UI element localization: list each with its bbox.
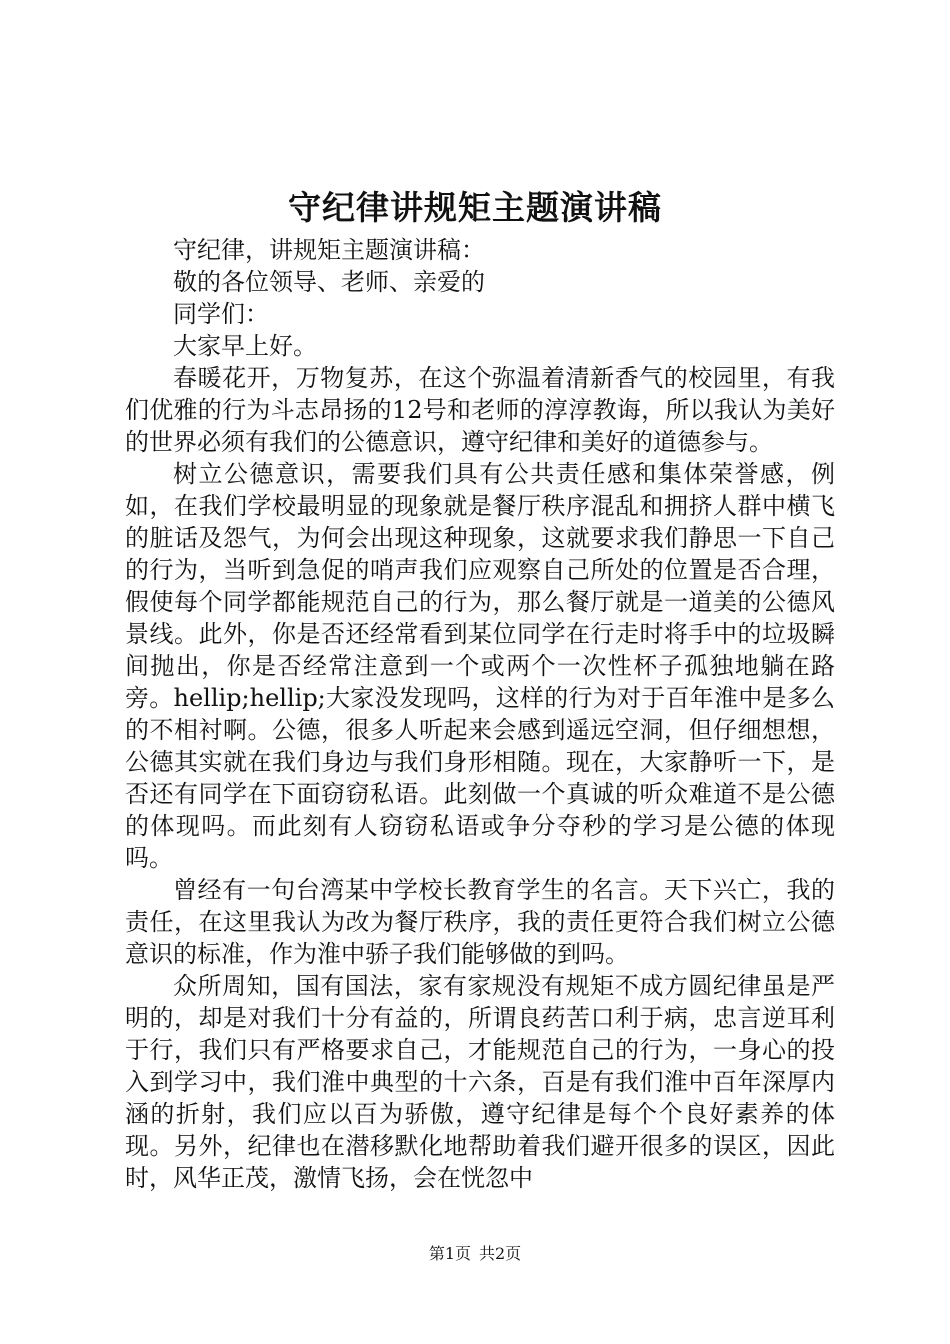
page-number: 第1页: [428, 1244, 471, 1263]
body-paragraph: 树立公德意识，需要我们具有公共责任感和集体荣誉感，例如，在我们学校最明显的现象就是餐厅秩序混乱和拥挤人群中横飞的脏话及怨气，为何会出现这种现象，这就要求我们静思一下自己的行为，当听到急促的哨声我们应观察自己所处的位置是否合理，假使每个同学都能规范自己的行为，那么餐厅就是一道美的公德风景线。此外，你是否还经常看到某位同学在行走时将手中的垃圾瞬间抛出，你是否经常注意到一个或两个一次性杯子孤独地躺在路旁。hellip;hellip;大家没发现吗，这样的行为对于百年淮中是多么的不相衬啊。公德，很多人听起来会感到遥远空洞，但仔细想想，公德其实就在我们身边与我们身形相随。现在，大家静听一下，是否还有同学在下面窃窃私语。此刻做一个真诚的听众难道不是公德的体现吗。而此刻有人窃窃私语或争分夺秒的学习是公德的体现吗。: [125, 460, 835, 872]
body-paragraph: 众所周知，国有国法，家有家规没有规矩不成方圆纪律虽是严明的，却是对我们十分有益的，所谓良药苦口利于病，忠言逆耳利于行，我们只有严格要求自己，才能规范自己的行为，一身心的投入到学习中，我们淮中典型的十六条，百是有我们淮中百年深厚内涵的折射，我们应以百为骄傲，遵守纪律是每个个良好素养的体现。另外，纪律也在潜移默化地帮助着我们避开很多的误区，因此时，风华正茂，激情飞扬，会在恍忽中: [125, 972, 835, 1192]
document-title: 守纪律讲规矩主题演讲稿: [288, 188, 662, 227]
body-paragraph: 曾经有一句台湾某中学校长教育学生的名言。天下兴亡，我的责任，在这里我认为改为餐厅秩序，我的责任更符合我们树立公德意识的标准，作为淮中骄子我们能够做的到吗。: [125, 876, 835, 968]
document-body: [125, 234, 835, 1194]
page-footer: [0, 1243, 950, 1265]
greeting: 大家早上好。: [173, 332, 317, 360]
salutation-heading: 守纪律，讲规矩主题演讲稿：: [173, 236, 485, 264]
page-total: 共2页: [479, 1244, 522, 1263]
salutation-audience: 同学们：: [173, 300, 269, 328]
salutation-line: 敬的各位领导、老师、亲爱的: [173, 268, 485, 296]
body-paragraph: 春暖花开，万物复苏，在这个弥温着清新香气的校园里，有我们优雅的行为斗志昂扬的12号和老师的淳淳教诲，所以我认为美好的世界必须有我们的公德意识，遵守纪律和美好的道德参与。: [125, 364, 835, 456]
